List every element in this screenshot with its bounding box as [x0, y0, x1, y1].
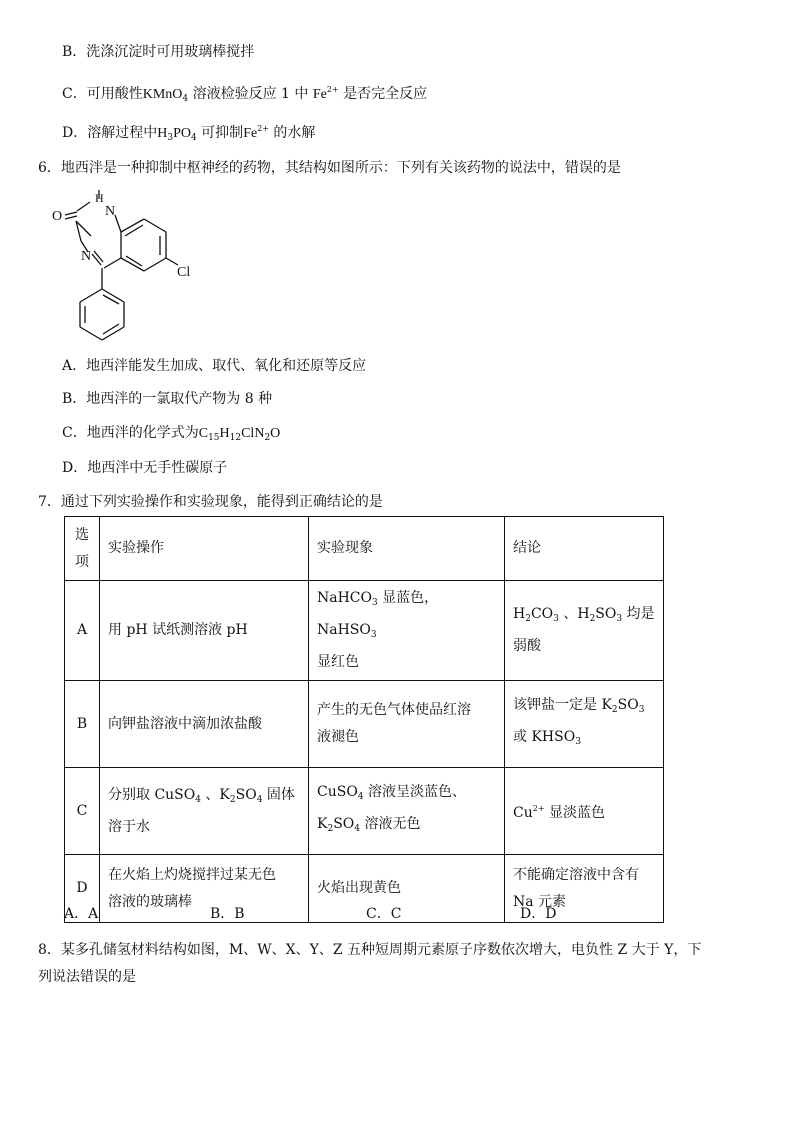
header-option: 选 项	[65, 517, 100, 581]
row-option: C	[65, 768, 100, 855]
q6-option-c: C．地西泮的化学式为$C_{15}H_{12}ClN_2O$	[62, 425, 281, 443]
q5-option-d: D．溶解过程中$H_3PO_4$ 可抑制$Fe^{2+}$ 的水解	[62, 124, 316, 143]
q7-answer-c[interactable]: C．C	[366, 906, 402, 922]
row-option: D	[65, 855, 100, 923]
row-conclusion: 不能确定溶液中含有 Na 元素	[505, 855, 664, 923]
row-conclusion: 该钾盐一定是 $K_2SO_3$ 或 $KHSO_3$	[505, 681, 664, 768]
bond-lines	[65, 190, 178, 340]
row-conclusion: $H_2CO_3$ 、$H_2SO_3$ 均是 弱酸	[505, 581, 664, 681]
table-row	[65, 768, 664, 855]
q6-stem: 6．地西泮是一种抑制中枢神经的药物，其结构如图所示：下列有关该药物的说法中，错误的是	[38, 160, 621, 176]
row-option: A	[65, 581, 100, 681]
diazepam-structure	[52, 190, 202, 350]
q6-option-d: D．地西泮中无手性碳原子	[62, 460, 228, 476]
row-operation: 用 pH 试纸测溶液 pH	[100, 581, 309, 681]
q7-answer-options	[64, 903, 624, 923]
table-header-row	[65, 517, 664, 581]
q7-stem: 7．通过下列实验操作和实验现象，能得到正确结论的是	[38, 494, 383, 510]
q7-answer-a[interactable]: A．A	[64, 906, 99, 922]
row-phenomenon: NaHCO$_3$ 显蓝色，NaHSO$_3$ 显红色	[309, 581, 505, 681]
row-operation: 向钾盐溶液中滴加浓盐酸	[100, 681, 309, 768]
header-operation: 实验操作	[100, 517, 309, 581]
atom-n2: N	[81, 249, 92, 264]
header-conclusion: 结论	[505, 517, 664, 581]
row-operation: 分别取 CuSO$_4$ 、$K_2SO_4$ 固体 溶于水	[100, 768, 309, 855]
atom-cl: Cl	[177, 265, 191, 280]
atom-n1: N	[105, 204, 116, 219]
atom-h: H	[95, 191, 104, 205]
experiment-table	[64, 516, 664, 923]
header-phenomenon: 实验现象	[309, 517, 505, 581]
row-operation: 在火焰上灼烧搅拌过某无色 溶液的玻璃棒	[100, 855, 309, 923]
atom-o: O	[52, 209, 63, 224]
q7-answer-d[interactable]: D．D	[520, 906, 557, 922]
q5-option-b: B．洗涤沉淀时可用玻璃棒搅拌	[62, 44, 255, 60]
row-phenomenon: 火焰出现黄色	[309, 855, 505, 923]
row-phenomenon: CuSO$_4$ 溶液呈淡蓝色、 $K_2SO_4$ 溶液无色	[309, 768, 505, 855]
q8-stem-line2: 列说法错误的是	[38, 969, 136, 985]
q6-option-a: A．地西泮能发生加成、取代、氧化和还原等反应	[62, 358, 367, 374]
row-phenomenon: 产生的无色气体使品红溶 液褪色	[309, 681, 505, 768]
table-row	[65, 681, 664, 768]
row-option: B	[65, 681, 100, 768]
q7-answer-b[interactable]: B．B	[210, 906, 245, 922]
row-conclusion: $Cu^{2+}$ 显淡蓝色	[505, 768, 664, 855]
q8-stem-line1: 8．某多孔储氢材料结构如图，M、W、X、Y、Z 五种短周期元素原子序数依次增大，电负性 Z 大于 Y，下	[38, 942, 702, 958]
table-row	[65, 581, 664, 681]
q6-option-b: B．地西泮的一氯取代产物为 8 种	[62, 391, 273, 407]
q5-option-c: C．可用酸性KMnO$_4$ 溶液检验反应 1 中 $Fe^{2+}$ 是否完全反应	[62, 85, 428, 104]
